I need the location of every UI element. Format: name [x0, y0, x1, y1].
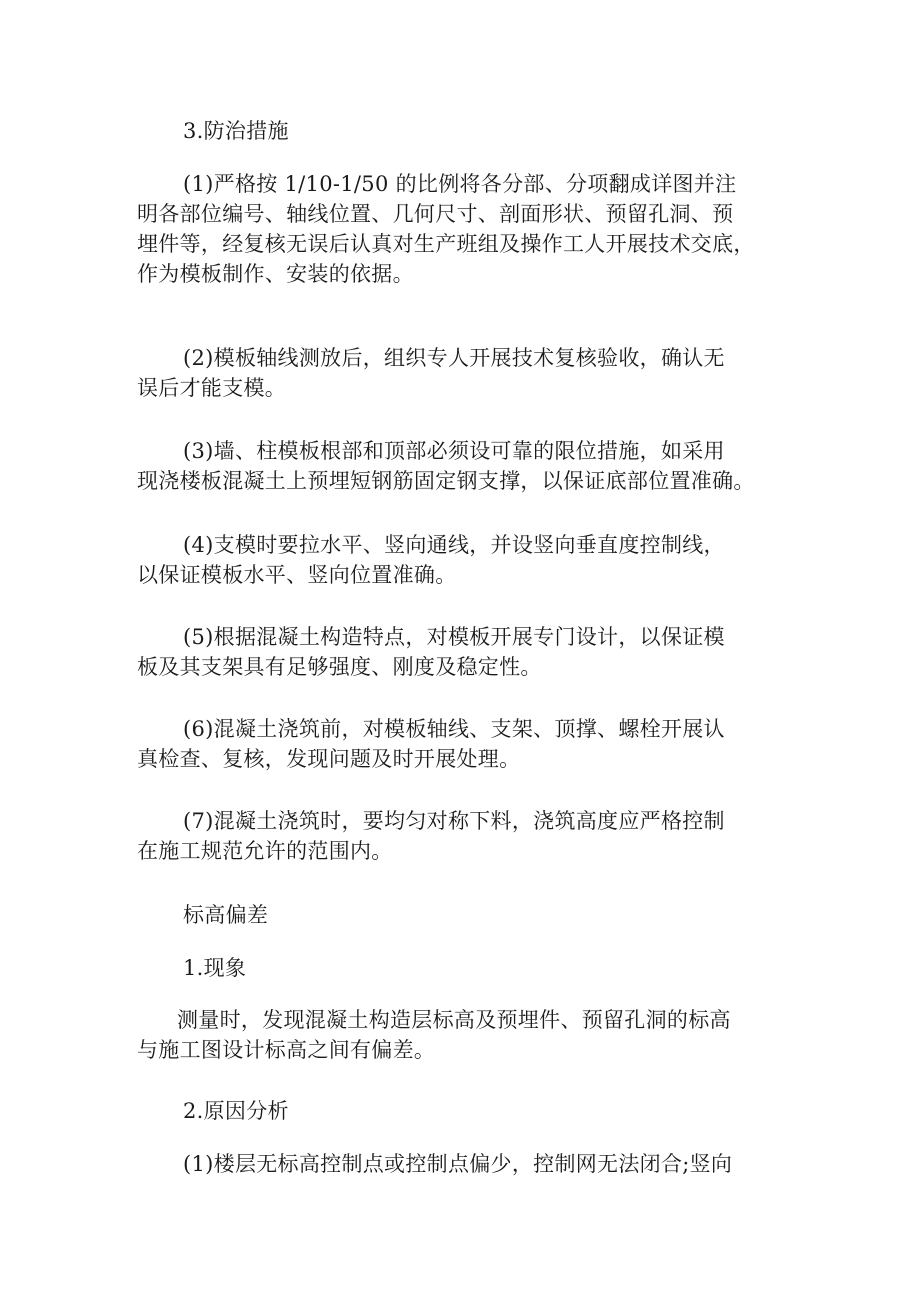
- paragraph-measure-2: [137, 343, 789, 403]
- paragraph-measure-7: [137, 806, 789, 866]
- paragraph-measure-6: [137, 714, 789, 774]
- text-line: (5)根据混凝土构造特点，对模板开展专门设计，以保证模: [183, 625, 725, 649]
- text-line: 埋件等，经复核无误后认真对生产班组及操作工人开展技术交底，: [137, 232, 755, 256]
- text-line: (1)严格按 1/10-1/50 的比例将各分部、分项翻成详图并注: [183, 172, 737, 196]
- text-line: 板及其支架具有足够强度、刚度及稳定性。: [137, 655, 542, 679]
- text-line: 作为模板制作、安装的依据。: [137, 262, 414, 286]
- paragraph-measure-1: [137, 169, 789, 289]
- paragraph-measure-5: [137, 622, 789, 682]
- text-line: 与施工图设计标高之间有偏差。: [137, 1038, 436, 1062]
- text-line: (1)楼层无标高控制点或控制点偏少，控制网无法闭合;竖向: [183, 1152, 733, 1176]
- paragraph-measure-4: [137, 530, 789, 590]
- text-line: (4)支模时要拉水平、竖向通线，并设竖向垂直度控制线，: [183, 533, 725, 557]
- text-line: 现浇楼板混凝土上预埋短钢筋固定钢支撑，以保证底部位置准确。: [137, 469, 755, 493]
- text-line: (7)混凝土浇筑时，要均匀对称下料，浇筑高度应严格控制: [183, 809, 725, 833]
- heading-prevention-measures: [137, 116, 789, 146]
- text-line: (3)墙、柱模板根部和顶部必须设可靠的限位措施，如采用: [183, 439, 725, 463]
- text-line: 测量时，发现混凝土构造层标高及预埋件、预留孔洞的标高: [177, 1008, 731, 1032]
- heading-phenomenon: [137, 953, 789, 983]
- text-line: (6)混凝土浇筑前，对模板轴线、支架、顶撑、螺栓开展认: [183, 717, 725, 741]
- text-line: 以保证模板水平、竖向位置准确。: [137, 563, 457, 587]
- text-line: 在施工规范允许的范围内。: [137, 839, 393, 863]
- text-line: (2)模板轴线测放后，组织专人开展技术复核验收，确认无: [183, 346, 725, 370]
- text-line: 误后才能支模。: [137, 376, 287, 400]
- text-line: 真检查、复核，发现问题及时开展处理。: [137, 747, 521, 771]
- paragraph-measure-3: [137, 436, 789, 496]
- text-line: 2.原因分析: [183, 1099, 289, 1123]
- paragraph-cause-1: [137, 1149, 789, 1179]
- text-line: 标高偏差: [183, 903, 269, 927]
- text-line: 明各部位编号、轴线位置、几何尺寸、剖面形状、预留孔洞、预: [137, 202, 734, 226]
- heading-cause-analysis: [137, 1096, 789, 1126]
- paragraph-phenomenon: [137, 1005, 789, 1065]
- text-line: 3.防治措施: [183, 119, 289, 143]
- heading-elevation-deviation: [137, 900, 789, 930]
- text-line: 1.现象: [183, 956, 247, 980]
